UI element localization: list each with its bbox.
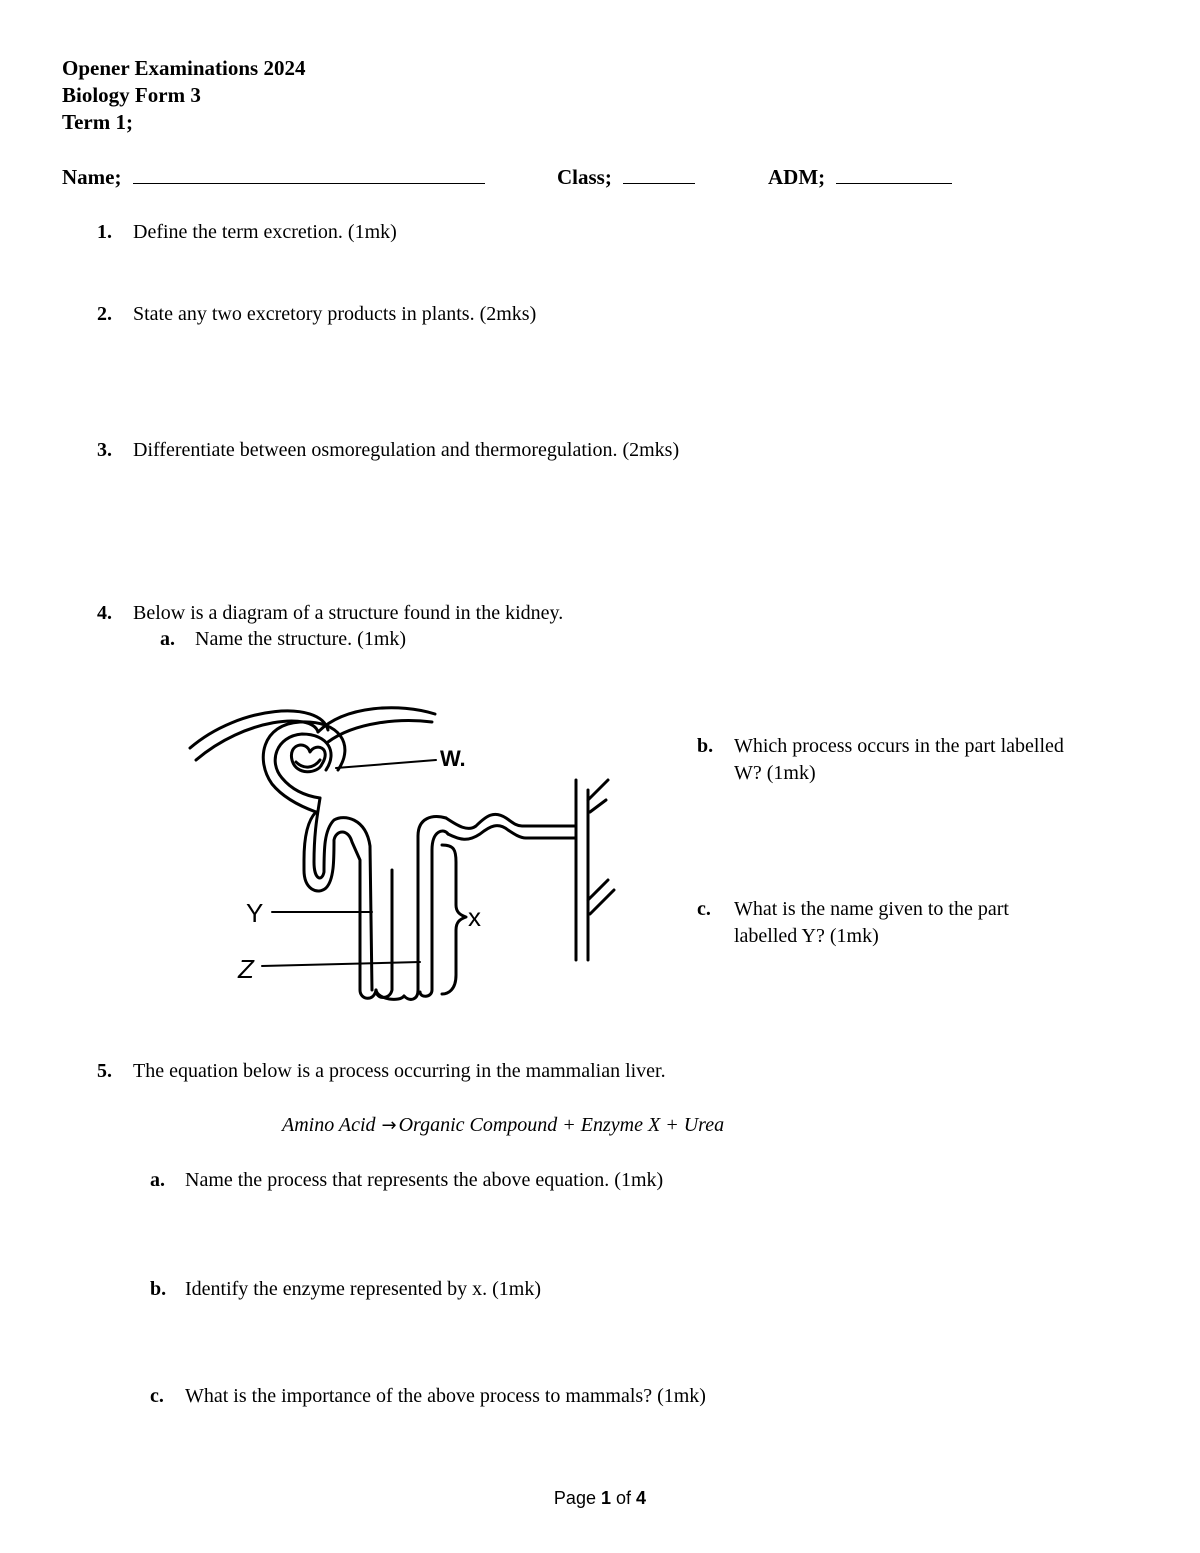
q1-text: Define the term excretion. (1mk) bbox=[133, 221, 397, 243]
name-label: Name; bbox=[62, 165, 122, 189]
name-blank[interactable] bbox=[133, 166, 485, 184]
class-blank[interactable] bbox=[623, 166, 695, 184]
q4b-text-line2: W? (1mk) bbox=[734, 762, 816, 784]
q4c-text-line1: What is the name given to the part bbox=[734, 898, 1009, 920]
q1-number: 1. bbox=[97, 221, 112, 243]
label-z: Z bbox=[238, 954, 254, 984]
q3-number: 3. bbox=[97, 439, 112, 461]
class-field bbox=[557, 164, 695, 191]
q2-number: 2. bbox=[97, 303, 112, 325]
q5a-letter: a. bbox=[150, 1169, 165, 1191]
q4-number: 4. bbox=[97, 602, 112, 624]
q2-text: State any two excretory products in plants. (2mks) bbox=[133, 303, 537, 325]
q4c-letter: c. bbox=[697, 898, 711, 920]
q5-number: 5. bbox=[97, 1060, 112, 1082]
equation-products: Organic Compound + Enzyme X + Urea bbox=[398, 1114, 725, 1136]
exam-title: Opener Examinations 2024 bbox=[62, 56, 306, 80]
label-x: x bbox=[468, 902, 481, 932]
adm-blank[interactable] bbox=[836, 166, 952, 184]
q4b-letter: b. bbox=[697, 735, 714, 757]
page-footer bbox=[0, 1486, 1200, 1510]
q5c-text: What is the importance of the above process to mammals? (1mk) bbox=[185, 1385, 706, 1407]
label-y: Y bbox=[246, 898, 264, 928]
nephron-diagram bbox=[180, 690, 630, 1010]
equation bbox=[282, 1112, 724, 1139]
adm-field bbox=[768, 164, 952, 191]
class-label: Class; bbox=[557, 165, 612, 189]
q5b-letter: b. bbox=[150, 1278, 167, 1300]
footer-of-word: of bbox=[616, 1488, 632, 1508]
term-line: Term 1; bbox=[62, 110, 133, 134]
arrow-icon: → bbox=[381, 1115, 397, 1136]
adm-label: ADM; bbox=[768, 165, 826, 189]
q4-text: Below is a diagram of a structure found in the kidney. bbox=[133, 602, 564, 624]
q4b-text-line1: Which process occurs in the part labelled bbox=[734, 735, 1064, 757]
q4a-letter: a. bbox=[160, 628, 175, 650]
q5a-text: Name the process that represents the above equation. (1mk) bbox=[185, 1169, 664, 1191]
q4c-text-line2: labelled Y? (1mk) bbox=[734, 925, 879, 947]
footer-page-word: Page bbox=[553, 1488, 596, 1508]
q4a-text: Name the structure. (1mk) bbox=[195, 628, 407, 650]
q5c-letter: c. bbox=[150, 1385, 164, 1407]
q5-text: The equation below is a process occurring in the mammalian liver. bbox=[133, 1060, 666, 1082]
q5b-text: Identify the enzyme represented by x. (1mk) bbox=[185, 1278, 541, 1300]
footer-current-page: 1 bbox=[600, 1488, 611, 1508]
name-field bbox=[62, 164, 485, 191]
subject-form: Biology Form 3 bbox=[62, 83, 201, 107]
label-w: W. bbox=[440, 746, 466, 771]
footer-total-pages: 4 bbox=[636, 1488, 647, 1508]
equation-reactant: Amino Acid bbox=[282, 1114, 376, 1136]
q3-text: Differentiate between osmoregulation and thermoregulation. (2mks) bbox=[133, 439, 680, 461]
